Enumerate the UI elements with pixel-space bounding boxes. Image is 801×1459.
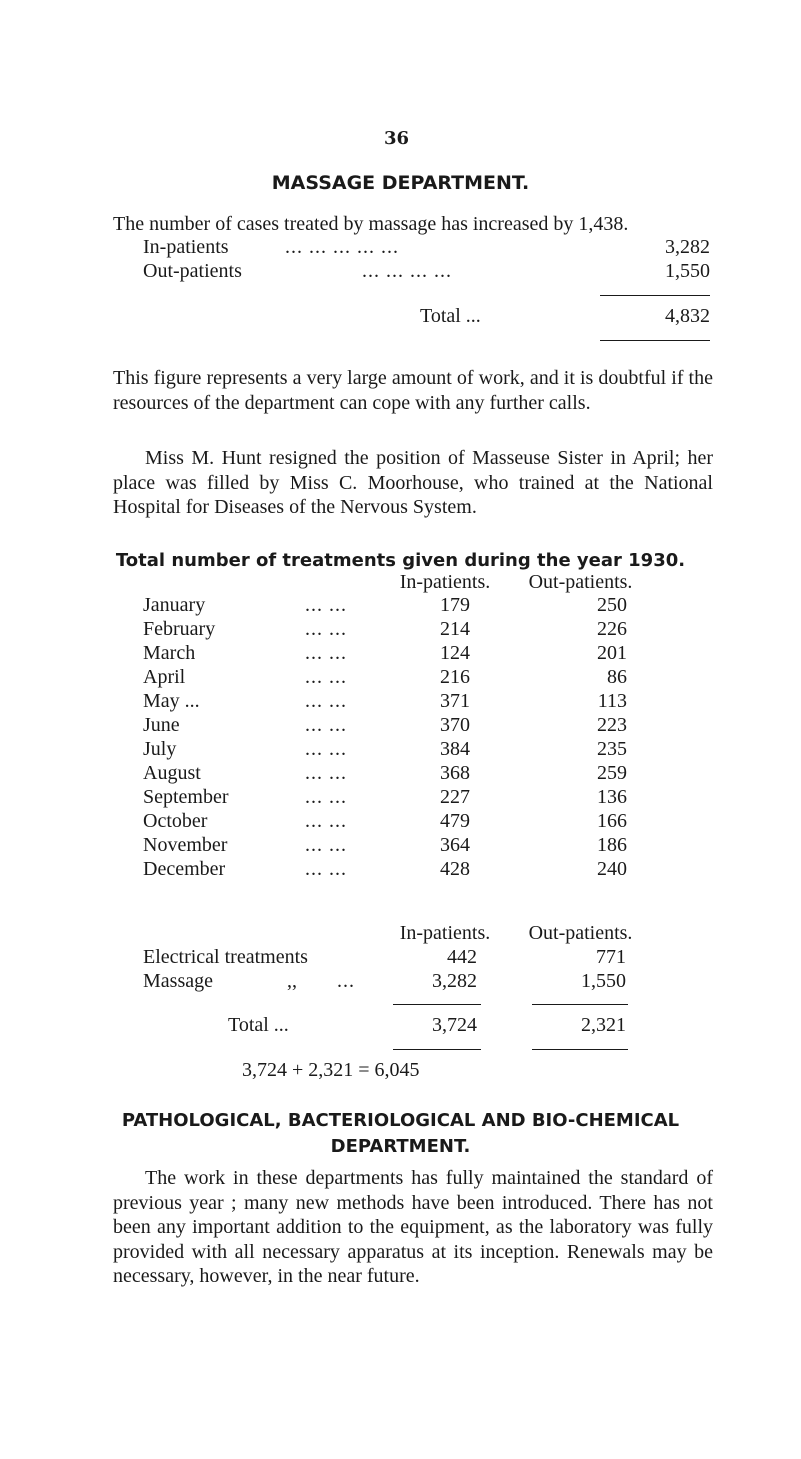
row-dots: ... ... ... ... [362,260,452,282]
out-patients-value: 259 [597,762,627,784]
out-patients-value: 113 [597,690,627,712]
month-label: April [143,666,186,688]
pathology-heading-line-2: DEPARTMENT. [330,1136,471,1157]
in-patients-value: 364 [440,834,470,856]
summary-col-header-in: In-patients. [399,922,491,944]
month-label: March [143,642,196,664]
summary-in-total-rule [393,1049,481,1050]
ditto-mark: ,, [287,970,297,992]
massage-paragraph-1: This figure represents a very large amount of work, and it is doubtful if the resources of the department can cope with any further calls. [113,367,713,414]
row-dots: ... ... [305,762,347,784]
summary-out-total-rule [532,1049,628,1050]
month-label: February [143,618,216,640]
row-dots: ... ... [305,834,347,856]
row-dots: ... ... [305,714,347,736]
massage-total-value: 4,832 [665,305,710,327]
col-header-in: In-patients. [399,571,491,593]
month-label: October [143,810,208,832]
in-patients-value: 124 [440,642,470,664]
row-dots: ... ... [305,618,347,640]
row-dots: ... ... [305,738,347,760]
monthly-table-title: Total number of treatments given during the year 1930. [115,550,686,571]
summary-total-in: 3,724 [432,1014,477,1036]
pathology-heading-line-1: PATHOLOGICAL, BACTERIOLOGICAL AND BIO-CHEMICAL [121,1110,680,1131]
month-label: December [143,858,226,880]
row-dots: ... [337,970,355,992]
row-dots: ... ... [305,594,347,616]
month-label: January [143,594,206,616]
summary-equation: 3,724 + 2,321 = 6,045 [242,1059,420,1081]
in-patients-value: 428 [440,858,470,880]
massage-intro: The number of cases treated by massage has increased by 1,438. [113,213,629,235]
summary-total-label: Total ... [228,1014,289,1036]
row-label: In-patients [143,236,229,258]
out-patients-value: 86 [607,666,627,688]
month-label: November [143,834,228,856]
out-patients-value: 226 [597,618,627,640]
in-patients-value: 368 [440,762,470,784]
out-patients-value: 201 [597,642,627,664]
month-label: August [143,762,201,784]
summary-in-value: 3,282 [432,970,477,992]
in-patients-value: 371 [440,690,470,712]
row-dots: ... ... [305,858,347,880]
subtotal-rule [600,295,710,296]
row-dots: ... ... [305,642,347,664]
summary-out-value: 771 [596,946,626,968]
summary-in-value: 442 [447,946,477,968]
in-patients-value: 227 [440,786,470,808]
col-header-out: Out-patients. [528,571,633,593]
out-patients-value: 166 [597,810,627,832]
month-label: July [143,738,177,760]
out-patients-value: 240 [597,858,627,880]
summary-total-out: 2,321 [581,1014,626,1036]
massage-total-label: Total ... [420,305,481,327]
row-value: 1,550 [665,260,710,282]
total-rule [600,340,710,341]
out-patients-value: 223 [597,714,627,736]
month-label: May ... [143,690,200,712]
summary-row-label: Massage [143,970,213,992]
in-patients-value: 370 [440,714,470,736]
summary-row-label: Electrical treatments [143,946,308,968]
row-dots: ... ... [305,666,347,688]
row-dots: ... ... [305,690,347,712]
summary-in-rule [393,1004,481,1005]
summary-out-value: 1,550 [581,970,626,992]
month-label: September [143,786,229,808]
out-patients-value: 136 [597,786,627,808]
row-dots: ... ... [305,786,347,808]
row-label: Out-patients [143,260,242,282]
in-patients-value: 214 [440,618,470,640]
in-patients-value: 216 [440,666,470,688]
massage-paragraph-2: Miss M. Hunt resigned the position of Masseuse Sister in April; her place was filled by Miss C. Moorhouse, who trained at the National Hospital for Diseases of the Nervous System. [113,447,713,518]
summary-out-rule [532,1004,628,1005]
row-dots: ... ... [305,810,347,832]
in-patients-value: 479 [440,810,470,832]
pathology-paragraph: The work in these departments has fully maintained the standard of previous year ; many new methods have been introduced. There has not been any important addition to the equipment, as the laboratory was fully provided with all necessary apparatus at its inception. Renewals may be necessary, however, in the near future. [113,1167,713,1287]
page-number: 36 [384,128,410,149]
row-dots: ... ... ... ... ... [285,236,399,258]
in-patients-value: 384 [440,738,470,760]
summary-col-header-out: Out-patients. [528,922,633,944]
row-value: 3,282 [665,236,710,258]
out-patients-value: 186 [597,834,627,856]
out-patients-value: 250 [597,594,627,616]
massage-heading: MASSAGE DEPARTMENT. [271,172,530,194]
in-patients-value: 179 [440,594,470,616]
month-label: June [143,714,180,736]
out-patients-value: 235 [597,738,627,760]
